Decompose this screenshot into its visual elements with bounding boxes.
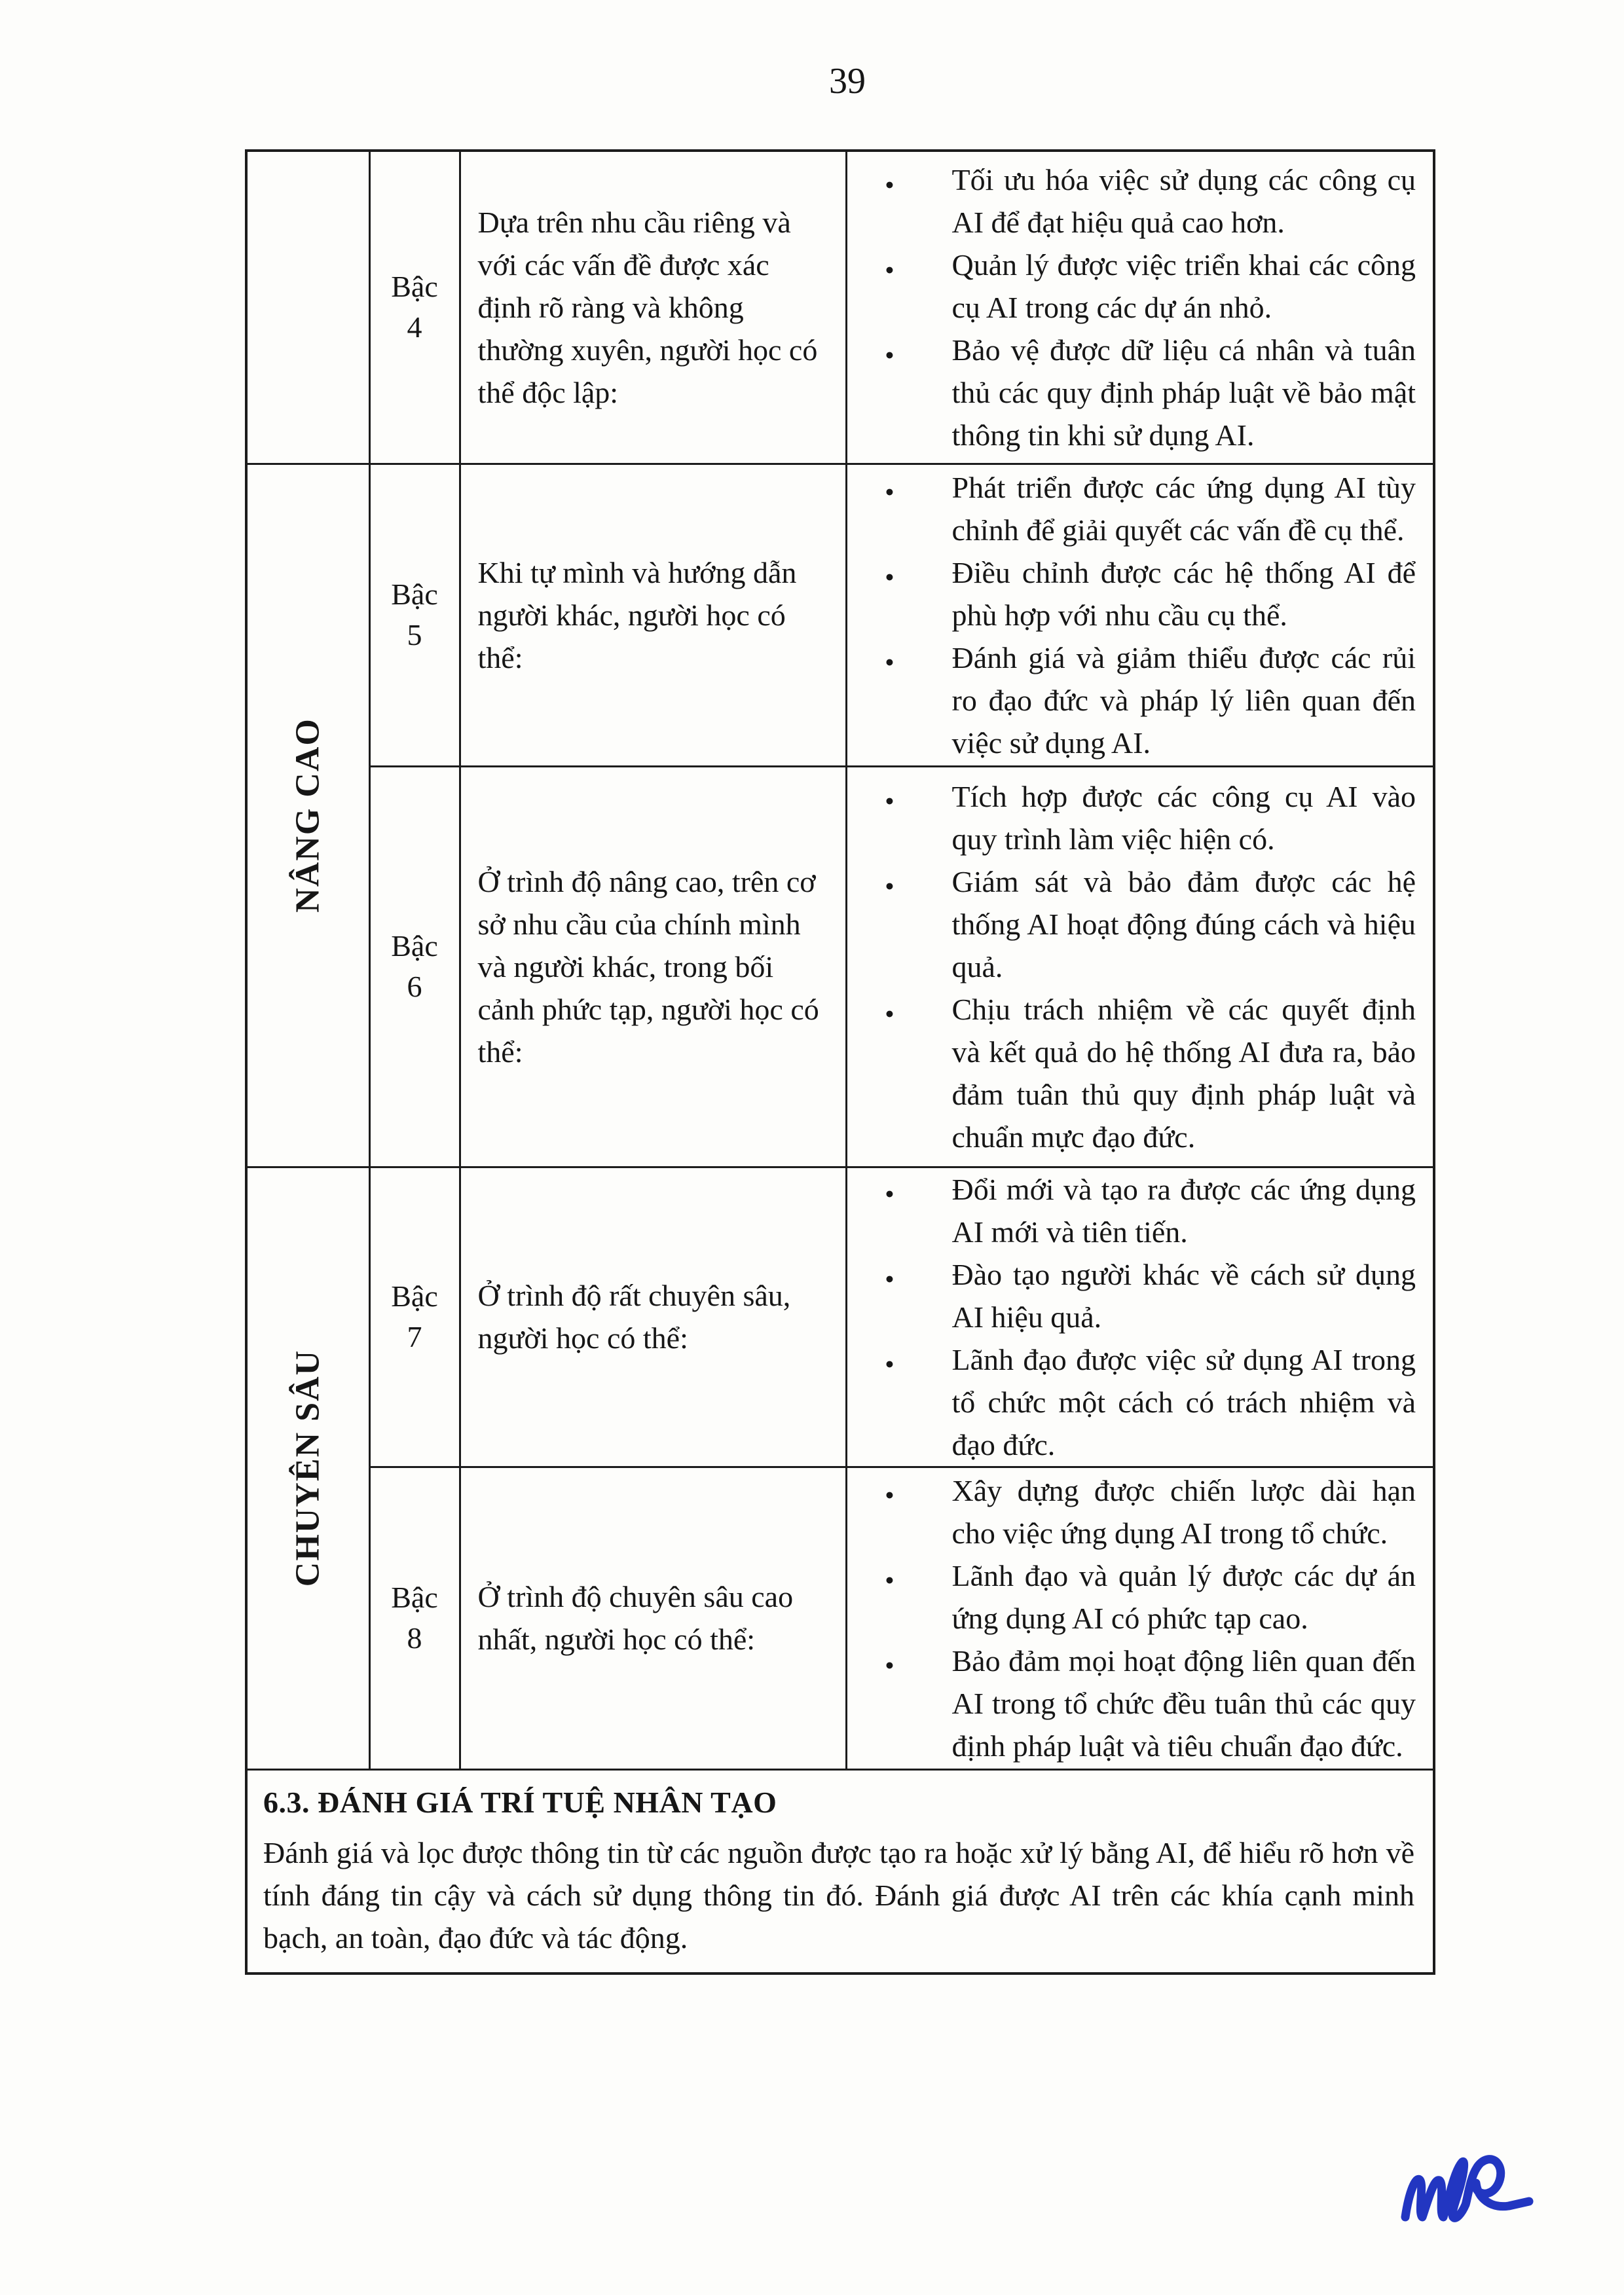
section-paragraph: Đánh giá và lọc được thông tin từ các nguồn được tạo ra hoặc xử lý bằng AI, để hiểu rõ hơn về tính đáng tin cậy và cách sử dụng thông tin đó. Đánh giá được AI trên các khía cạnh minh bạch, an toàn, đạo đức và tác động.: [263, 1835, 1414, 1955]
bullet-item: ● Bảo vệ được dữ liệu cá nhân và tuân thủ các quy định pháp luật về bảo mật thông tin khi sử dụng AI.: [847, 329, 1416, 456]
group-cell-empty: [246, 151, 369, 464]
bullet-list: [847, 775, 1433, 1158]
group-cell-nang-cao: [246, 464, 369, 1167]
description-cell: [460, 1167, 846, 1467]
bullet-item: ● Tối ưu hóa việc sử dụng các công cụ AI để đạt hiệu quả cao hơn.: [847, 158, 1416, 244]
level-description: Ở trình độ rất chuyên sâu, người học có thể:: [477, 1279, 791, 1355]
group-cell-chuyen-sau: [246, 1167, 369, 1769]
level-number: 5: [407, 618, 422, 652]
bullet-list: [847, 466, 1433, 764]
table-row-bac-8: [246, 1467, 1434, 1769]
level-word: Bậc: [391, 577, 438, 611]
bullet-item: ● Điều chỉnh được các hệ thống AI để phù hợp với nhu cầu cụ thể.: [847, 551, 1416, 636]
level-number: 4: [407, 310, 422, 344]
bullet-item: ● Bảo đảm mọi hoạt động liên quan đến AI trong tổ chức đều tuân thủ các quy định pháp luật và tiêu chuẩn đạo đức.: [847, 1640, 1416, 1767]
level-cell: [369, 766, 460, 1167]
signature-ink-path: [1405, 2159, 1529, 2218]
level-word: Bậc: [391, 1580, 438, 1614]
bullet-item: ● Đổi mới và tạo ra được các ứng dụng AI mới và tiên tiến.: [847, 1168, 1416, 1253]
page-number: 39: [829, 61, 866, 101]
description-cell: [460, 1467, 846, 1769]
level-word: Bậc: [391, 928, 438, 963]
bullet-item: ● Giám sát và bảo đảm được các hệ thống AI hoạt động đúng cách và hiệu quả.: [847, 860, 1416, 988]
description-cell: [460, 766, 846, 1167]
table-row-bac-4: [246, 151, 1434, 464]
section-cell: [246, 1769, 1434, 1974]
level-cell: [369, 1467, 460, 1769]
level-description: Ở trình độ chuyên sâu cao nhất, người học có thể:: [477, 1580, 794, 1656]
level-cell: [369, 151, 460, 464]
group-label-nang-cao: NÂNG CAO: [289, 718, 327, 913]
ai-competency-table: [245, 149, 1435, 1975]
table-row-section-6-3: [246, 1769, 1434, 1974]
table-row-bac-7: [246, 1167, 1434, 1467]
description-cell: [460, 464, 846, 766]
bullets-cell: [846, 1167, 1434, 1467]
level-description: Ở trình độ nâng cao, trên cơ sở nhu cầu của chính mình và người khác, trong bối cảnh phức tạp, người học có thể:: [477, 864, 819, 1069]
bullet-item: ● Phát triển được các ứng dụng AI tùy chỉnh để giải quyết các vấn đề cụ thể.: [847, 466, 1416, 551]
bullet-item: ● Quản lý được việc triển khai các công cụ AI trong các dự án nhỏ.: [847, 244, 1416, 329]
bullet-item: ● Đánh giá và giảm thiểu được các rủi ro đạo đức và pháp lý liên quan đến việc sử dụng AI.: [847, 636, 1416, 764]
bullets-cell: [846, 766, 1434, 1167]
section-heading: 6.3. ĐÁNH GIÁ TRÍ TUỆ NHÂN TẠO: [263, 1785, 777, 1819]
level-number: 8: [407, 1621, 422, 1655]
bullets-cell: [846, 1467, 1434, 1769]
bullet-item: ● Xây dựng được chiến lược dài hạn cho việc ứng dụng AI trong tổ chức.: [847, 1469, 1416, 1554]
signature-scribble: [1393, 2140, 1544, 2238]
description-cell: [460, 151, 846, 464]
level-description: Khi tự mình và hướng dẫn người khác, người học có thể:: [477, 555, 797, 674]
bullet-item: ● Lãnh đạo và quản lý được các dự án ứng dụng AI có phức tạp cao.: [847, 1554, 1416, 1640]
bullets-cell: [846, 464, 1434, 766]
level-word: Bậc: [391, 270, 438, 304]
bullet-item: ● Lãnh đạo được việc sử dụng AI trong tổ chức một cách có trách nhiệm và đạo đức.: [847, 1338, 1416, 1466]
bullet-list: [847, 158, 1433, 456]
bullet-list: [847, 1168, 1433, 1466]
level-cell: [369, 1167, 460, 1467]
bullets-cell: [846, 151, 1434, 464]
level-cell: [369, 464, 460, 766]
bullet-item: ● Chịu trách nhiệm về các quyết định và kết quả do hệ thống AI đưa ra, bảo đảm tuân thủ quy định pháp luật và chuẩn mực đạo đức.: [847, 988, 1416, 1158]
table-row-bac-5: [246, 464, 1434, 766]
bullet-item: ● Đào tạo người khác về cách sử dụng AI hiệu quả.: [847, 1253, 1416, 1338]
level-word: Bậc: [391, 1279, 438, 1313]
level-number: 6: [407, 970, 422, 1003]
bullet-item: ● Tích hợp được các công cụ AI vào quy trình làm việc hiện có.: [847, 775, 1416, 860]
bullet-list: [847, 1469, 1433, 1767]
group-label-chuyen-sau: CHUYÊN SÂU: [289, 1349, 327, 1587]
level-number: 7: [407, 1320, 422, 1353]
level-description: Dựa trên nhu cầu riêng và với các vấn đề được xác định rõ ràng và không thường xuyên, người học có thể độc lập:: [477, 205, 818, 409]
table-row-bac-6: [246, 766, 1434, 1167]
